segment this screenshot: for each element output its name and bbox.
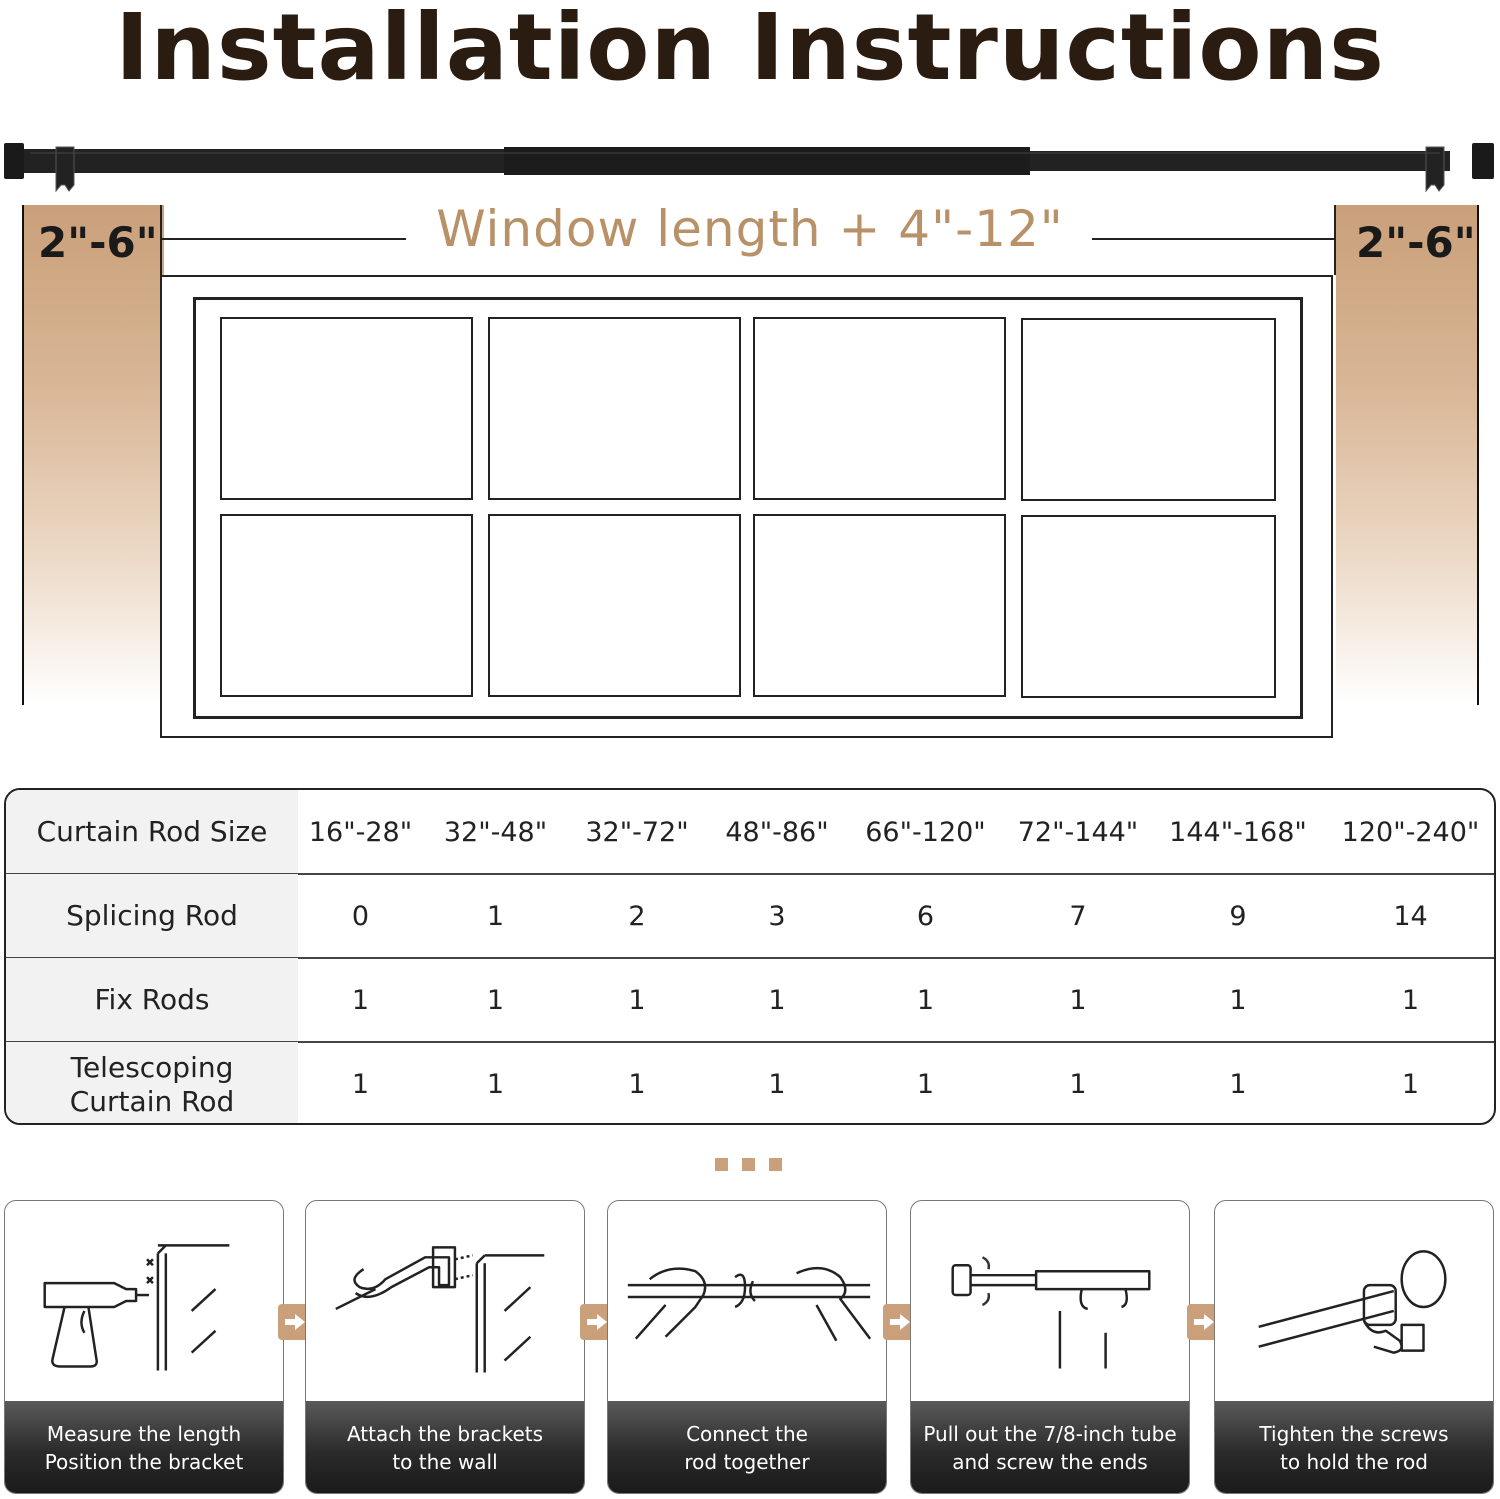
rod-size-table bbox=[4, 788, 1496, 1125]
table-cell: 144"-168" bbox=[1169, 816, 1307, 848]
separator-dot bbox=[715, 1158, 728, 1171]
table-cell: 1 bbox=[916, 1069, 935, 1100]
table-cell: 1 bbox=[628, 1069, 646, 1100]
row-header bbox=[6, 1042, 298, 1125]
left-wall-margin bbox=[22, 205, 164, 705]
table-cell: 66"-120" bbox=[865, 816, 986, 848]
row-header: Splicing Rod bbox=[6, 874, 298, 958]
window-pane bbox=[1021, 318, 1276, 501]
window-length-label: Window length + 4"-12" bbox=[436, 200, 1064, 258]
caption-line: Attach the brackets bbox=[346, 1422, 544, 1446]
table-cell: 120"-240" bbox=[1341, 816, 1480, 848]
table-row-splicing bbox=[6, 874, 1496, 958]
table-row-size bbox=[6, 790, 1496, 874]
step-card-connect bbox=[607, 1200, 887, 1494]
right-wall-margin bbox=[1336, 205, 1479, 705]
table-cell: 2 bbox=[628, 900, 646, 932]
step-card-attach bbox=[305, 1200, 585, 1494]
step-card-pull bbox=[910, 1200, 1190, 1494]
tube-icon bbox=[911, 1201, 1189, 1401]
row-header-line: Telescoping bbox=[70, 1050, 234, 1084]
table-cell: 1 bbox=[351, 984, 370, 1016]
window-pane bbox=[753, 514, 1006, 697]
caption-line: Pull out the 7/8-inch tube bbox=[923, 1422, 1177, 1446]
dimension-line-left bbox=[160, 238, 406, 240]
caption-line: to hold the rod bbox=[1280, 1450, 1428, 1474]
caption-line: to the wall bbox=[392, 1450, 498, 1474]
caption-line: rod together bbox=[684, 1450, 810, 1474]
caption-line: Measure the length bbox=[46, 1422, 242, 1446]
window-pane bbox=[488, 514, 741, 697]
step-caption bbox=[911, 1401, 1189, 1494]
window-pane bbox=[220, 317, 473, 500]
caption-line: Connect the bbox=[686, 1422, 808, 1446]
window-pane bbox=[488, 317, 741, 500]
step-caption bbox=[1215, 1401, 1493, 1494]
window-pane bbox=[753, 317, 1006, 500]
table-cell: 72"-144" bbox=[1017, 816, 1139, 848]
row-header-line: Curtain Rod bbox=[69, 1084, 235, 1118]
caption-line: Tighten the screws bbox=[1259, 1422, 1449, 1446]
row-header: Curtain Rod Size bbox=[6, 790, 298, 874]
table-cell: 32"-72" bbox=[585, 816, 689, 848]
table-cell: 32"-48" bbox=[443, 816, 548, 848]
separator-dot bbox=[742, 1158, 755, 1171]
table-cell: 1 bbox=[351, 1069, 370, 1100]
table-cell: 1 bbox=[628, 984, 646, 1016]
dimension-tick-right bbox=[1334, 205, 1336, 275]
table-cell: 1 bbox=[1401, 984, 1420, 1016]
table-cell: 9 bbox=[1229, 900, 1247, 932]
table-cell: 7 bbox=[1069, 900, 1087, 932]
table-cell: 1 bbox=[1229, 1069, 1247, 1100]
window-pane bbox=[220, 514, 473, 697]
table-cell: 48"-86" bbox=[725, 816, 829, 848]
caption-line: and screw the ends bbox=[952, 1450, 1148, 1474]
table-row-fix bbox=[6, 958, 1496, 1042]
drill-icon bbox=[5, 1201, 283, 1401]
dimension-tick-left bbox=[160, 205, 162, 275]
table-cell: 3 bbox=[768, 900, 786, 932]
step-caption bbox=[608, 1401, 886, 1494]
screw-icon bbox=[1215, 1201, 1493, 1401]
step-card-measure bbox=[4, 1200, 284, 1494]
step-caption bbox=[5, 1401, 283, 1494]
curtain-rod-illustration bbox=[0, 135, 1500, 195]
table-cell: 1 bbox=[768, 984, 786, 1016]
table-cell: 1 bbox=[1069, 1069, 1087, 1100]
table-row-telescoping bbox=[6, 1042, 1496, 1125]
table-cell: 1 bbox=[486, 984, 505, 1016]
step-caption bbox=[306, 1401, 584, 1494]
table-cell: 14 bbox=[1393, 900, 1428, 932]
table-cell: 0 bbox=[351, 900, 370, 932]
separator-dot bbox=[769, 1158, 782, 1171]
dimension-line-right bbox=[1092, 238, 1336, 240]
table-cell: 1 bbox=[486, 900, 505, 932]
left-margin-label: 2"-6" bbox=[38, 218, 158, 267]
table-cell: 6 bbox=[916, 900, 935, 932]
window-pane bbox=[1021, 515, 1276, 698]
bracket-icon bbox=[306, 1201, 584, 1401]
table-cell: 1 bbox=[1401, 1069, 1420, 1100]
row-header: Fix Rods bbox=[6, 958, 298, 1042]
table-cell: 1 bbox=[768, 1069, 786, 1100]
table-cell: 1 bbox=[1069, 984, 1087, 1016]
table-cell: 1 bbox=[486, 1069, 505, 1100]
table-cell: 1 bbox=[1229, 984, 1247, 1016]
table-cell: 16"-28" bbox=[308, 816, 413, 848]
step-card-tighten bbox=[1214, 1200, 1494, 1494]
table-cell: 1 bbox=[916, 984, 935, 1016]
caption-line: Position the bracket bbox=[44, 1450, 244, 1474]
right-margin-label: 2"-6" bbox=[1356, 218, 1476, 267]
page-title: Installation Instructions bbox=[115, 0, 1385, 101]
hands-rod-icon bbox=[608, 1201, 886, 1401]
